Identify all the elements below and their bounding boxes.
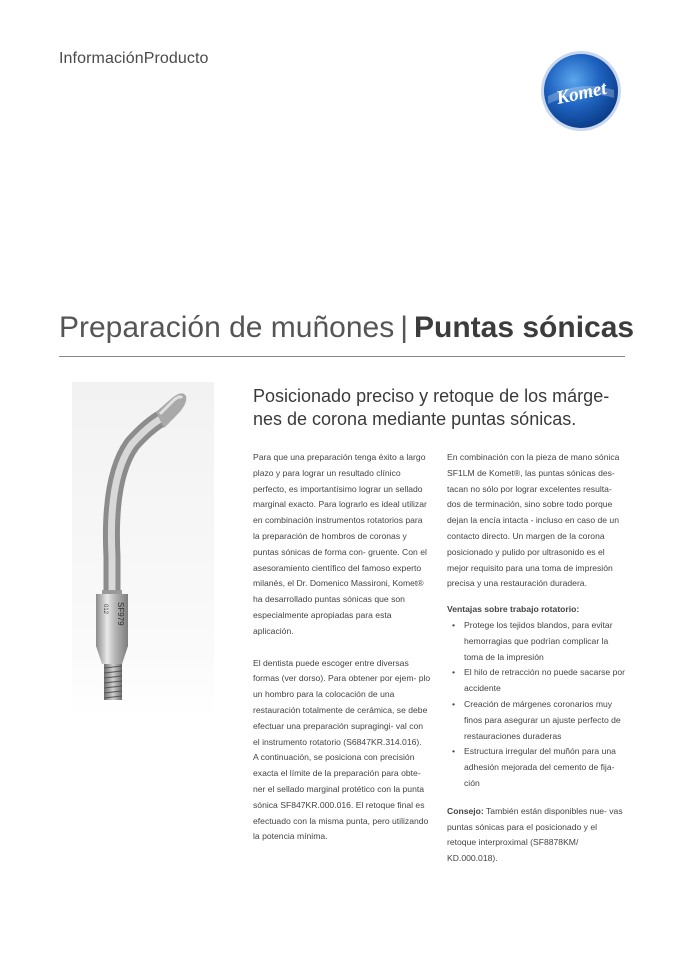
right-column [447,450,625,867]
advantage-text: Creación de márgenes coronarios muy finos para asegurar un ajuste perfecto de restauraciones duraderas [464,698,621,741]
tip-label: Consejo: [447,805,484,816]
subtitle: Posicionado preciso y retoque de los márge- nes de corona mediante puntas sónicas. [253,386,610,429]
bullet-icon: • [452,698,456,709]
list-item [447,744,625,791]
left-paragraph-2: El dentista puede escoger entre diversas formas (ver dorso). Para obtener por ejem- plo un hombro para la colocación de una restauración totalmente de cerámica, se debe efectuar una preparación supragingi- val con el instrumento rotatorio (S6847KR.314.016). [253,657,431,747]
title-light: Preparación de muñones [59,311,395,344]
list-item [447,665,625,697]
bullet-icon: • [452,619,456,630]
title-rule [59,356,625,357]
komet-logo [540,50,622,132]
advantage-text: El hilo de retracción no puede sacarse por accidente [464,667,625,694]
sonic-tip-image [60,382,220,717]
right-paragraph-1: En combinación con la pieza de mano sónica SF1LM de Komet®, las puntas sónicas des- tacan no sólo por lograr excelentes resulta- dos de terminación, sino sobre todo porque dejan la encía intacta - incluso en caso de un contacto directo. Un margen de la corona posicionado y pulido por ultrasonido es el mejor requisito para una toma de impresión precisa y una restauración duradera. [447,452,620,589]
tip-paragraph [447,804,625,867]
bullet-icon: • [452,746,456,757]
advantages-heading: Ventajas sobre trabajo rotatorio: [447,604,580,615]
header-label: InformaciónProducto [59,50,209,67]
advantage-text: Protege los tejidos blandos, para evitar hemorragias que podrían complicar la toma de la impresión [464,619,613,662]
tip-text: También están disponibles nue- vas puntas sónicas para el posicionado y el retoque interproximal (SF8878KM/ KD.000.018). [447,805,623,864]
bullet-icon: • [452,667,456,678]
advantage-text: Estructura irregular del muñón para una adhesión mejorada del cemento de fija- ción [464,746,616,788]
left-paragraph-3: A continuación, se posiciona con precisión exacta el límite de la preparación para obte- ner el sellado marginal protético con la punta sónica SF847KR.000.016. El retoque final es efectuado con la misma punta, pero utilizando la potencia mínima. [253,752,429,842]
logo-text: Komet [554,77,609,109]
list-item [447,618,625,665]
list-item [447,697,625,744]
tool-code: SF979 [116,602,125,626]
left-paragraph-1: Para que una preparación tenga éxito a largo plazo y para lograr un resultado clínico perfecto, es importantísimo lograr un sellado marginal exacto. Para lograrlo es ideal utilizar en combinación instrumentos rotatorios para la preparación de hombros de coronas y puntas sónicas de forma con- gruente. Con el asesoramiento científico del famoso experto milanés, el Dr. Domenico Massironi, Komet® ha desarrollado puntas sónicas que son especialmente apropiadas para esta aplicación. [253,452,427,636]
title-separator: | [400,311,409,344]
advantages-list [447,618,625,792]
page-title [59,311,634,345]
left-column [253,450,431,845]
tool-size: 012 [102,604,108,615]
title-bold: Puntas sónicas [414,311,635,344]
